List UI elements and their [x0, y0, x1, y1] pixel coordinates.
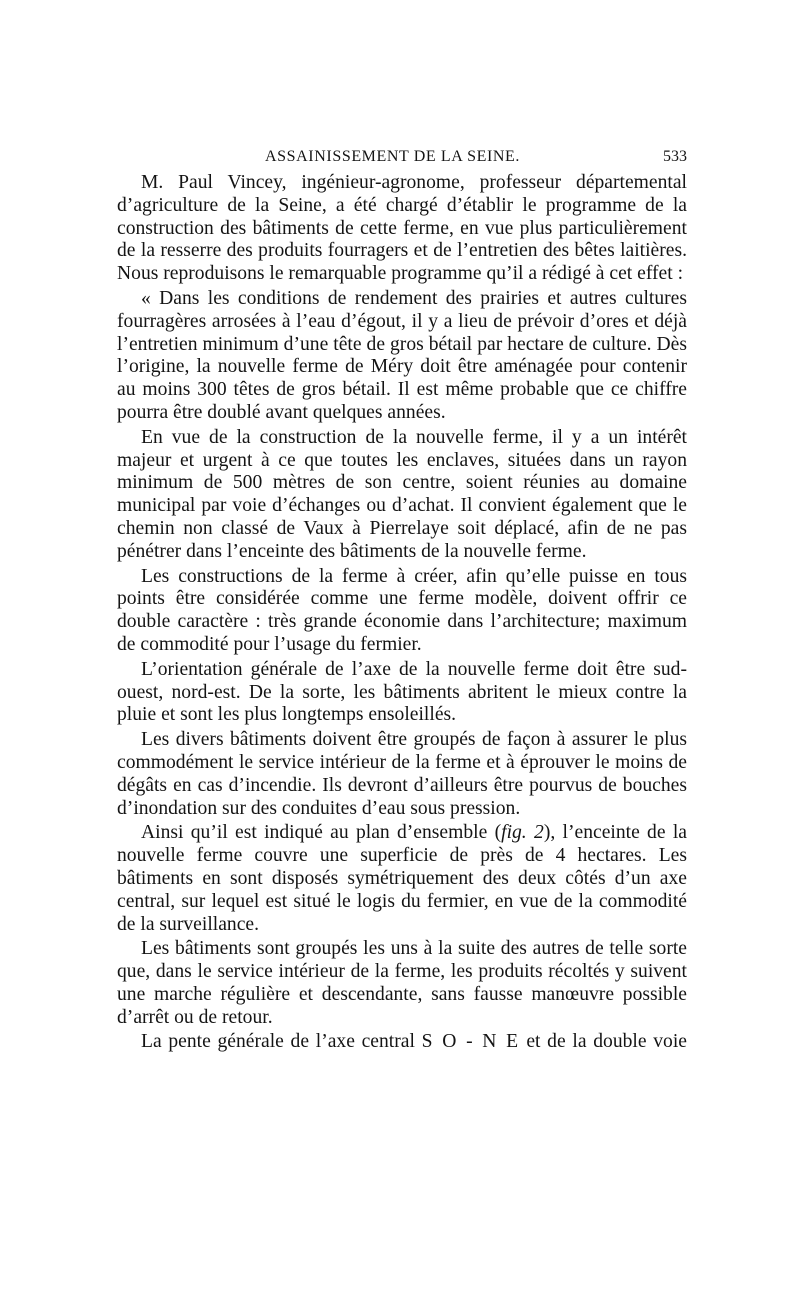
slope-text-before: La pente générale de l’axe central: [141, 1031, 415, 1053]
document-page: [117, 0, 687, 1304]
page-number: 533: [663, 148, 687, 165]
slope-text-after: et de la double voie: [526, 1031, 687, 1053]
paragraph-plan: [117, 822, 687, 936]
paragraph-constructions: Les constructions de la ferme à créer, afin qu’elle puisse en tous points être considérée comme une ferme modèle, doivent offrir ce double caractère : très grande économie dans l’architecture; maximum de commodité pour l’usage du fermier.: [117, 565, 687, 655]
plan-text-before: Ainsi qu’il est indiqué au plan d’ensemble (: [141, 822, 502, 844]
paragraph-enclaves: En vue de la construction de la nouvelle ferme, il y a un intérêt majeur et urgent à ce que toutes les enclaves, situées dans un rayon minimum de 500 mètres de son centre, soient réunies au domaine municipal par voie d’échanges ou d’achat. Il convient également que le chemin non classé de Vaux à Pierrelaye soit déplacé, afin de ne pas pénétrer dans l’enceinte des bâtiments de la nouvelle ferme.: [117, 426, 687, 562]
running-title: ASSAINISSEMENT DE LA SEINE.: [265, 148, 521, 165]
paragraph-intro: M. Paul Vincey, ingénieur-agronome, professeur départemental d’agriculture de la Seine, a été chargé d’établir le programme de la construction des bâtiments de cette ferme, en vue plus particulièrement de la resserre des produits fourragers et de l’entretien des bêtes laitières. Nous reproduisons le remarquable programme qu’il a rédigé à cet effet :: [117, 172, 687, 285]
plan-text-after: ), l’enceinte de la nouvelle ferme couvre une superficie de près de 4 hectares. Les bâtiments en sont disposés symétriquement des deux côtés d’un axe central, sur lequel est situé le logis du fermier, en vue de la commodité de la surveillance.: [117, 822, 687, 935]
running-header: [117, 148, 687, 170]
paragraph-conditions: « Dans les conditions de rendement des prairies et autres cultures fourragères arrosées à l’eau d’égout, il y a lieu de prévoir d’ores et déjà l’entretien minimum d’une tête de gros bétail par hectare de culture. Dès l’origine, la nouvelle ferme de Méry doit être aménagée pour contenir au moins 300 têtes de gros bétail. Il est même probable que ce chiffre pourra être doublé avant quelques années.: [117, 287, 687, 423]
paragraph-orientation: L’orientation générale de l’axe de la nouvelle ferme doit être sud-ouest, nord-est. De la sorte, les bâtiments abritent le mieux contre la pluie et sont les plus longtemps ensoleillés.: [117, 658, 687, 726]
body-text: [117, 172, 687, 1054]
axis-label: S O - N E: [421, 1031, 520, 1053]
figure-reference: fig. 2: [501, 822, 544, 844]
paragraph-grouping: Les divers bâtiments doivent être groupés de façon à assurer le plus commodément le service intérieur de la ferme et à éprouver le moins de dégâts en cas d’incendie. Ils devront d’ailleurs être pourvus de bouches d’inondation sur des conduites d’eau sous pression.: [117, 729, 687, 819]
paragraph-buildings: Les bâtiments sont groupés les uns à la suite des autres de telle sorte que, dans le service intérieur de la ferme, les produits récoltés y suivent une marche régulière et descendante, sans fausse manœuvre possible d’arrêt ou de retour.: [117, 938, 687, 1028]
paragraph-slope: [117, 1031, 687, 1054]
